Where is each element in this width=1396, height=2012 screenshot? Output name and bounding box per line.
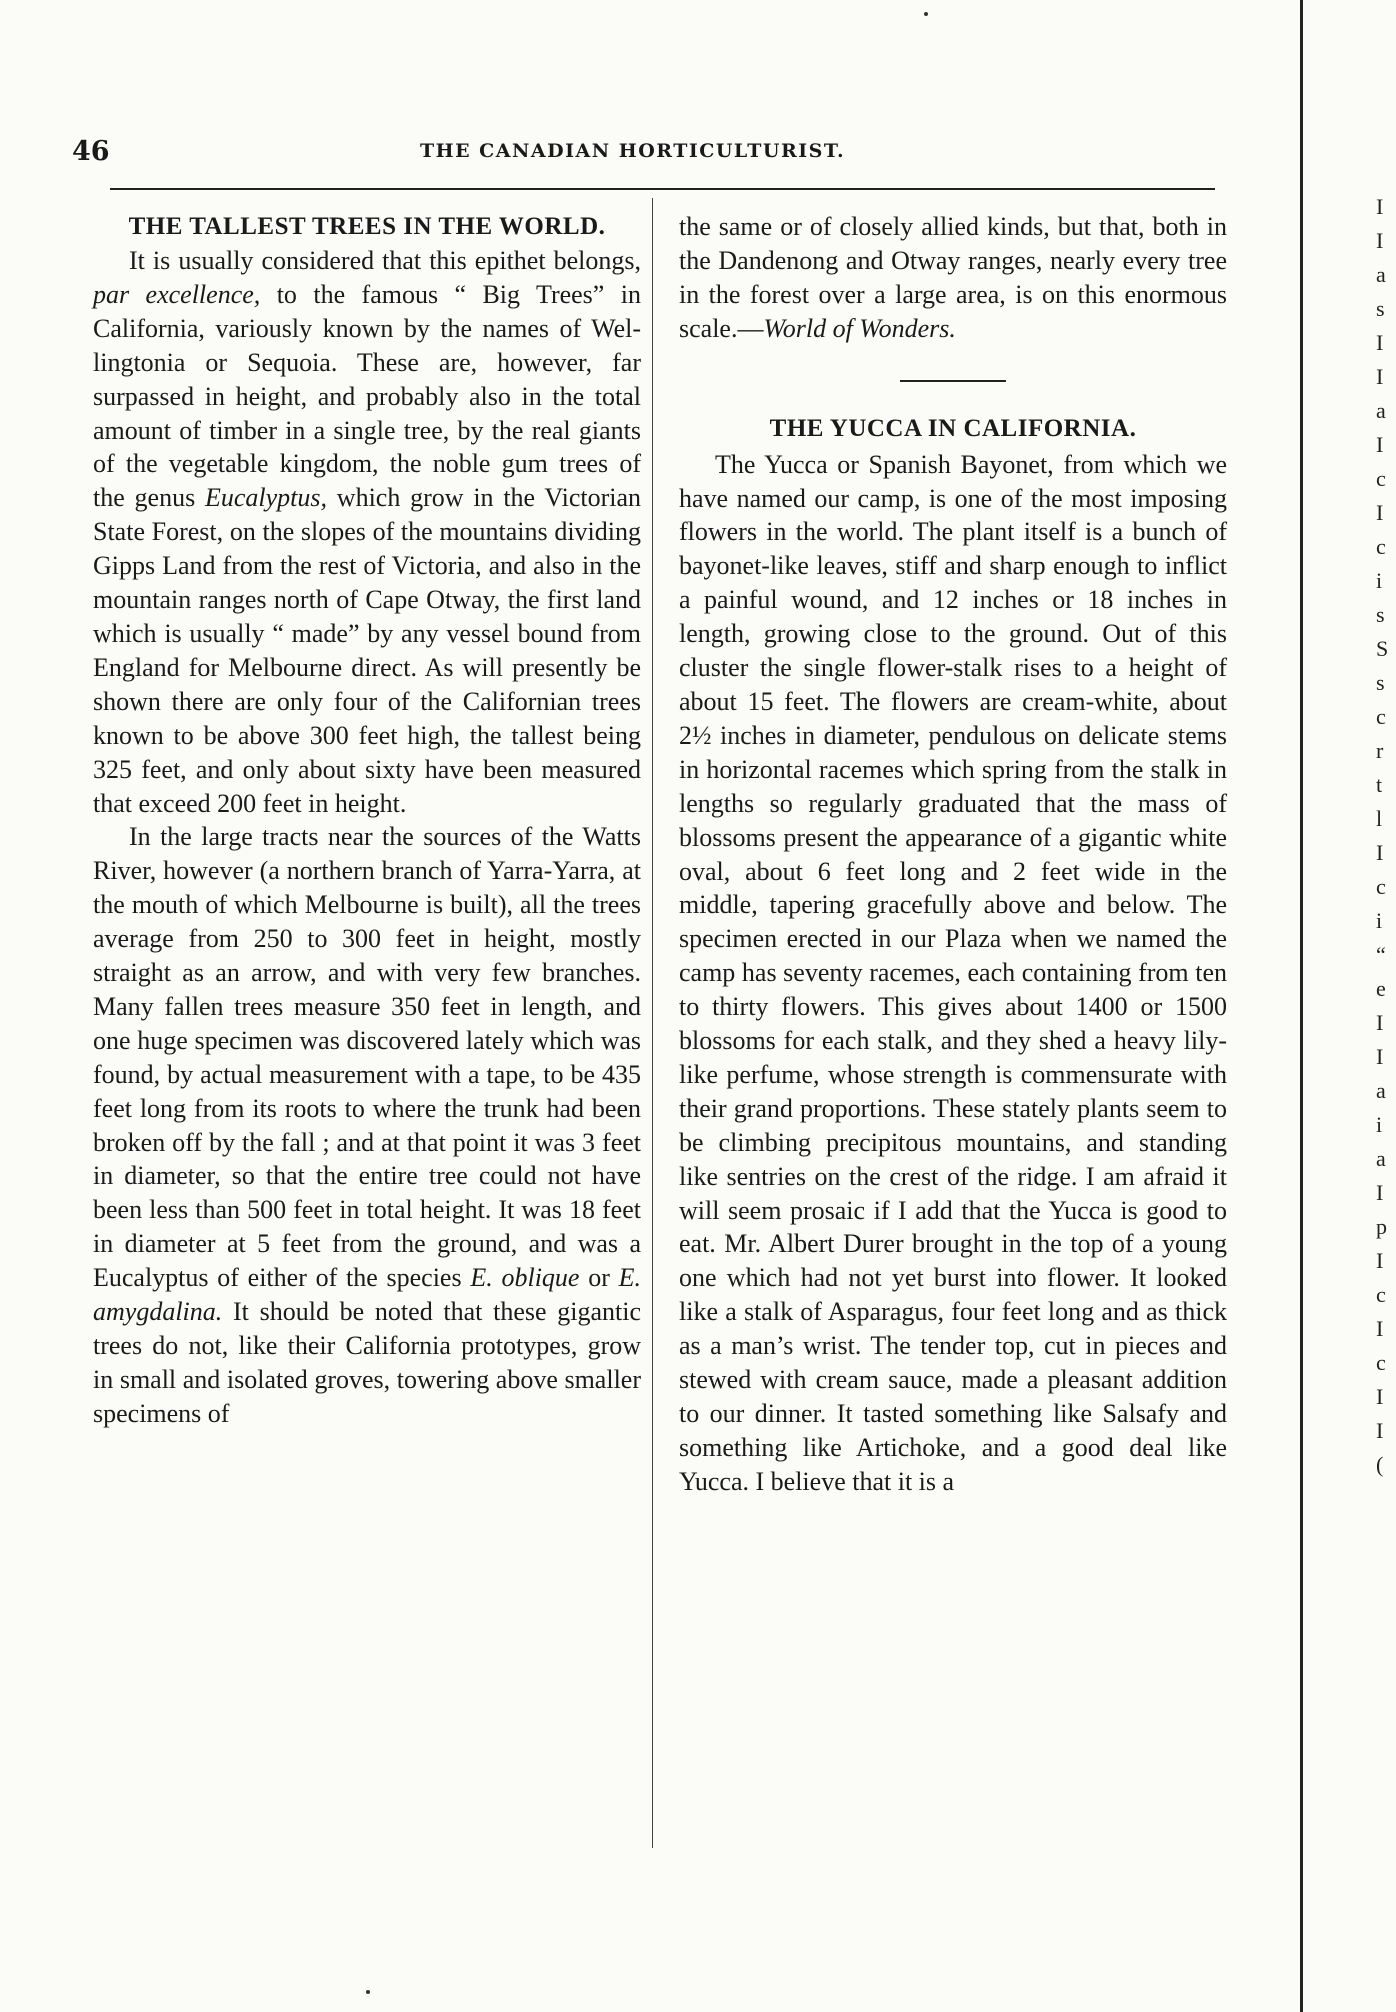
edge-fragment: I xyxy=(1376,194,1384,219)
edge-fragment: a xyxy=(1376,1078,1386,1103)
edge-fragment: p xyxy=(1376,1214,1387,1239)
article-title-yucca: THE YUCCA IN CALIFORNIA. xyxy=(769,414,1137,442)
italic-run: Eucalyptus, xyxy=(204,483,328,513)
text-run: inches in diameter, pendulous on delicate stems in horizontal racemes which spring from the stalk in lengths so regularly graduated that the mass of blossoms present the appearance of a gigantic white oval, about 6 feet long and 2 feet wide in the middle, tapering gracefully above and below. The specimen erected in our Plaza when we named the camp has seventy racemes, each containing from ten to thirty flowers. This gives about 1400 or 1500 blossoms for each stalk, and they shed a heavy lily-like perfume, whose strength is commensurate with their grand proportions. These stately plants seem to be climbing precipitous mountains, and standing like sentries on the crest of the ridge. I am afraid it will seem prosaic if I add that the Yucca is good to eat. Mr. Albert Durer brought in the top of a young one which had not yet burst into flower. It looked like a stalk of Asparagus, four feet long and as thick as a man’s wrist. The tender top, cut in pieces and stewed with cream sauce, made a pleasant addition to our dinner. It tasted something like Salsafy and something like Artichoke, and a good deal like Yucca. I believe that it is a xyxy=(679,720,1227,1496)
edge-fragment: S xyxy=(1376,636,1389,661)
edge-fragment: e xyxy=(1376,976,1386,1001)
edge-fragment: I xyxy=(1376,500,1384,525)
text-run: In the large tracts near the sources of the Watts River, however (a northern branch of Yarra-Yarra, at the mouth of which Melbourne is built), all the trees average from 250 to 300 feet in height, mostly straight as an arrow, and with very few branches. Many fallen trees measure 350 feet in length, and one huge specimen was discovered lately which was found, by actual measurement with a tape, to be 435 feet long from its roots to where the trunk had been broken off by the fall ; and at that point it was 3 feet in diameter, so that the entire tree could not have been less than 500 feet in total height. It was 18 feet in diameter at 5 feet from the ground, and was a Eucalyptus of either of the species xyxy=(93,822,641,1293)
edge-fragment: s xyxy=(1376,296,1385,321)
right-column xyxy=(679,210,1227,1499)
italic-run: E. oblique xyxy=(470,1263,580,1293)
edge-fragment: c xyxy=(1376,874,1386,899)
edge-fragment: i xyxy=(1376,568,1383,593)
edge-fragment: c xyxy=(1376,534,1386,559)
left-column xyxy=(93,210,641,1431)
stray-mark xyxy=(366,1990,370,1994)
italic-run: E. amygdalina. xyxy=(93,1263,642,1327)
edge-fragment: c xyxy=(1376,466,1386,491)
edge-fragment: I xyxy=(1376,1316,1384,1341)
edge-fragment: I xyxy=(1376,1384,1384,1409)
text-run: The Yucca or Spanish Bayonet, from which we have named our camp, is one of the most imposing flowers in the world. The plant itself is a bunch of bayonet-like leaves, stiff and sharp enough to inflict a painful wound, and 12 inches or 18 inches in length, growing close to the ground. Out of this cluster the single flower-stalk rises to a height of about 15 feet. The flowers are cream-white, about xyxy=(679,449,1227,716)
edge-fragment: s xyxy=(1376,670,1385,695)
text-run: It is usually considered that this epithet belongs, xyxy=(129,246,641,275)
italic-run: par excellence, xyxy=(93,279,261,309)
page-edge-rule xyxy=(1300,0,1303,2012)
page-number: 46 xyxy=(72,136,110,167)
article-title-tallest-trees: THE TALLEST TREES IN THE WORLD. xyxy=(128,213,606,240)
text-run: or xyxy=(588,1263,610,1293)
edge-fragment: “ xyxy=(1376,942,1386,967)
edge-fragment: a xyxy=(1376,1146,1386,1171)
edge-fragment: I xyxy=(1376,432,1384,457)
continued-paragraph xyxy=(679,210,1227,346)
edge-fragment: c xyxy=(1376,1282,1386,1307)
edge-fragment: I xyxy=(1376,1044,1384,1069)
text-run: It should be noted that these gigantic trees do not, like their California prototypes, grow in small and isolated groves, towering above smaller specimens of xyxy=(93,1297,642,1428)
stray-mark xyxy=(924,12,928,16)
edge-fragment: l xyxy=(1376,806,1383,831)
section-divider-rule xyxy=(900,380,1006,382)
running-head: THE CANADIAN HORTICULTURIST. xyxy=(420,140,846,162)
paragraph xyxy=(93,820,641,1430)
edge-fragment: I xyxy=(1376,1180,1384,1205)
edge-fragment: I xyxy=(1376,1010,1384,1035)
text-run: which grow in the Victorian State Forest, on the slopes of the mountains dividing Gipps Land from the rest of Victoria, and also in the mountain ranges north of Cape Otway, the first land which is usually “ made” by any vessel bound from England for Melbourne direct. As will presently be shown there are only four of the Californian trees known to be above 300 feet high, the tallest being 325 feet, and only about sixty have been measured that exceed 200 feet in height. xyxy=(93,483,642,818)
text-run: to the famous “ Big Trees” in California, variously known by the names of Wellingtonia or Sequoia. These are, however, far surpassed in height, and probably also in the total amount of timber in a single tree, by the real giants of the vegetable kingdom, the noble gum trees of the genus xyxy=(93,279,641,513)
header-rule xyxy=(110,188,1215,190)
attribution: World of Wonders. xyxy=(763,313,956,343)
edge-fragment: t xyxy=(1376,772,1383,797)
edge-fragment: a xyxy=(1376,262,1386,287)
fraction: 2½ xyxy=(679,720,712,750)
edge-fragment: I xyxy=(1376,330,1384,355)
edge-fragment: c xyxy=(1376,704,1386,729)
edge-fragment: c xyxy=(1376,1350,1386,1375)
edge-fragment: i xyxy=(1376,1112,1383,1137)
edge-fragment: I xyxy=(1376,840,1384,865)
paragraph xyxy=(93,244,641,820)
adjacent-page-fragments xyxy=(1376,190,1396,1482)
column-divider xyxy=(652,198,653,1848)
edge-fragment: r xyxy=(1376,738,1384,763)
edge-fragment: I xyxy=(1376,1248,1384,1273)
edge-fragment: I xyxy=(1376,1418,1384,1443)
edge-fragment: I xyxy=(1376,228,1384,253)
text-run: the same or of closely allied kinds, but that, both in the Dandenong and Otway ranges, nearly every tree in the forest over a large area, is on this enormous scale.— xyxy=(679,212,1227,343)
edge-fragment: s xyxy=(1376,602,1385,627)
edge-fragment: I xyxy=(1376,364,1384,389)
edge-fragment: a xyxy=(1376,398,1386,423)
edge-fragment: i xyxy=(1376,908,1383,933)
edge-fragment: ( xyxy=(1376,1452,1384,1477)
paragraph xyxy=(679,448,1227,1499)
